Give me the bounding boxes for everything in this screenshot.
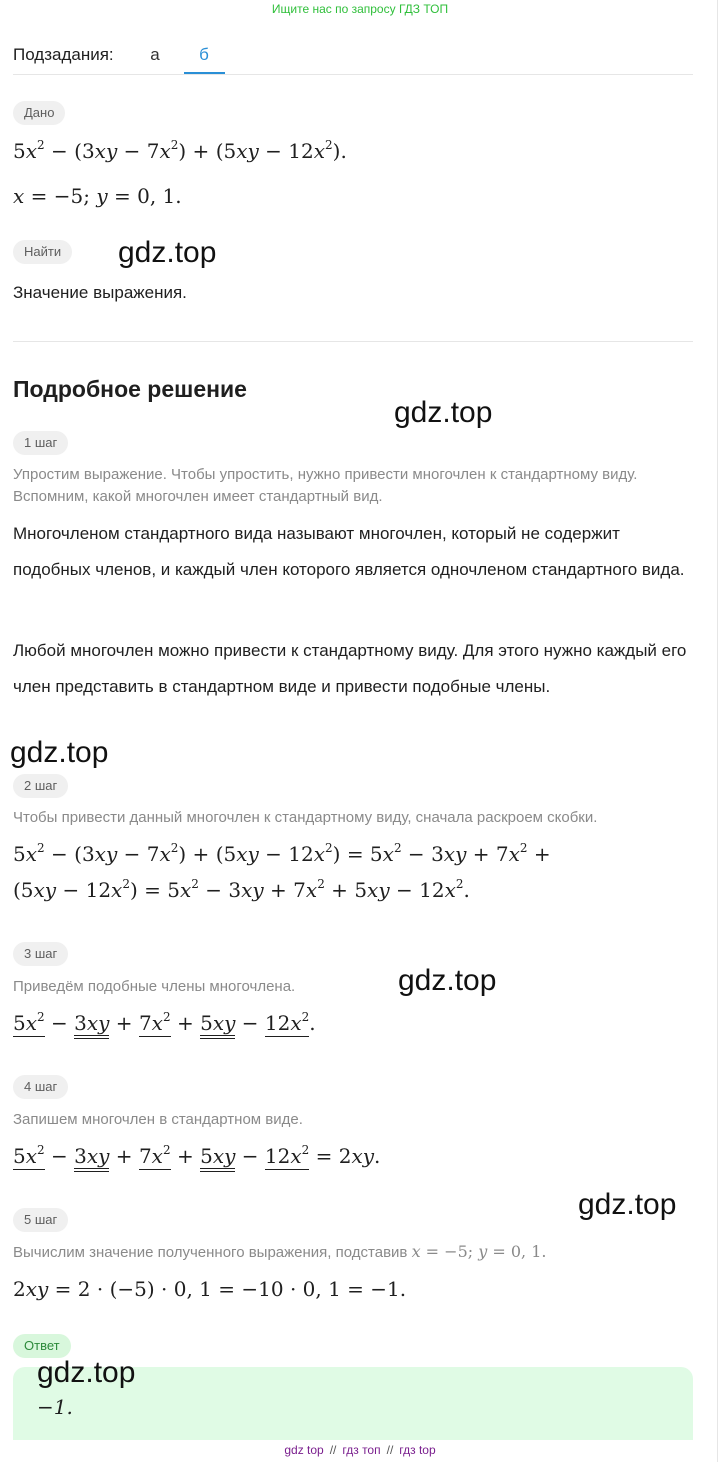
page-edge-divider (717, 0, 718, 1462)
find-text: Значение выражения. (13, 283, 187, 302)
step-2-line-2: $(5xy - 12x^2) = 5x^2 - 3xy + 7x^2 + 5xy - 12x^2$. (13, 877, 470, 902)
answer-value: −1. (37, 1395, 73, 1419)
step-1-paragraph-2: Любой многочлен можно привести к стандартному виду. Для этого нужно каждый его член представить в стандартном виде и привести подобные члены. (13, 641, 687, 696)
watermark: gdz.top (10, 736, 109, 769)
step-5-hint-text: Вычислим значение полученного выражения, подставив (13, 1244, 408, 1261)
footer-links (0, 1443, 720, 1457)
step-5-hint (13, 1241, 546, 1264)
step-3-hint: Приведём подобные члены многочлена. (13, 978, 296, 995)
step-2-chip: 2 шаг (13, 774, 68, 798)
section-divider (13, 341, 693, 342)
step-4-expression: $5x^2 - 3xy + 7x^2 + 5xy - 12x^2 = 2xy$. (13, 1143, 380, 1168)
step-2-hint: Чтобы привести данный многочлен к стандартному виду, сначала раскроем скобки. (13, 809, 598, 826)
given-expression: $5x^2 - (3xy - 7x^2) + (5xy - 12x^2)$. (13, 138, 347, 163)
watermark: gdz.top (398, 964, 497, 997)
solution-title: Подробное решение (13, 376, 247, 402)
step-3-chip: 3 шаг (13, 942, 68, 966)
footer-separator: // (329, 1443, 337, 1457)
step-5-hint-math: x = −5; y = 0, 1. (411, 1242, 547, 1261)
answer-chip: Ответ (13, 1334, 71, 1358)
given-values: x = −5; y = 0, 1. (13, 184, 182, 208)
step-4-chip: 4 шаг (13, 1075, 68, 1099)
find-chip: Найти (13, 240, 72, 264)
step-1-paragraph-1: Многочленом стандартного вида называют многочлен, который не содержит подобных членов, и каждый член которого является одночленом стандартного вида. (13, 524, 685, 579)
watermark: gdz.top (394, 396, 493, 429)
tabs-divider (13, 74, 693, 75)
step-4-hint: Запишем многочлен в стандартном виде. (13, 1111, 303, 1128)
watermark: gdz.top (37, 1356, 136, 1389)
given-chip: Дано (13, 101, 65, 125)
tab-b[interactable]: б (199, 45, 209, 64)
tab-a[interactable]: а (150, 45, 160, 64)
watermark: gdz.top (118, 236, 217, 269)
footer-separator: // (386, 1443, 394, 1457)
step-1-hint: Упростим выражение. Чтобы упростить, нужно привести многочлен к стандартному виду. Вспомним, какой многочлен имеет стандартный вид. (13, 466, 638, 505)
step-3-expression: $5x^2 - 3xy + 7x^2 + 5xy - 12x^2$. (13, 1010, 316, 1035)
footer-link-2[interactable]: гдз топ (342, 1443, 381, 1457)
search-banner[interactable]: Ищите нас по запросу ГДЗ ТОП (271, 2, 449, 16)
step-2-line-1: $5x^2 - (3xy - 7x^2) + (5xy - 12x^2) = 5x^2 - 3xy + 7x^2$ + (13, 841, 551, 866)
watermark: gdz.top (578, 1188, 677, 1221)
step-5-expression: 2xy = 2 · (−5) · 0, 1 = −10 · 0, 1 = −1. (13, 1277, 407, 1301)
subtasks-label: Подзадания: (13, 45, 114, 64)
step-5-chip: 5 шаг (13, 1208, 68, 1232)
footer-link-1[interactable]: gdz top (284, 1443, 324, 1457)
footer-link-3[interactable]: гдз top (399, 1443, 436, 1457)
step-1-chip: 1 шаг (13, 431, 68, 455)
